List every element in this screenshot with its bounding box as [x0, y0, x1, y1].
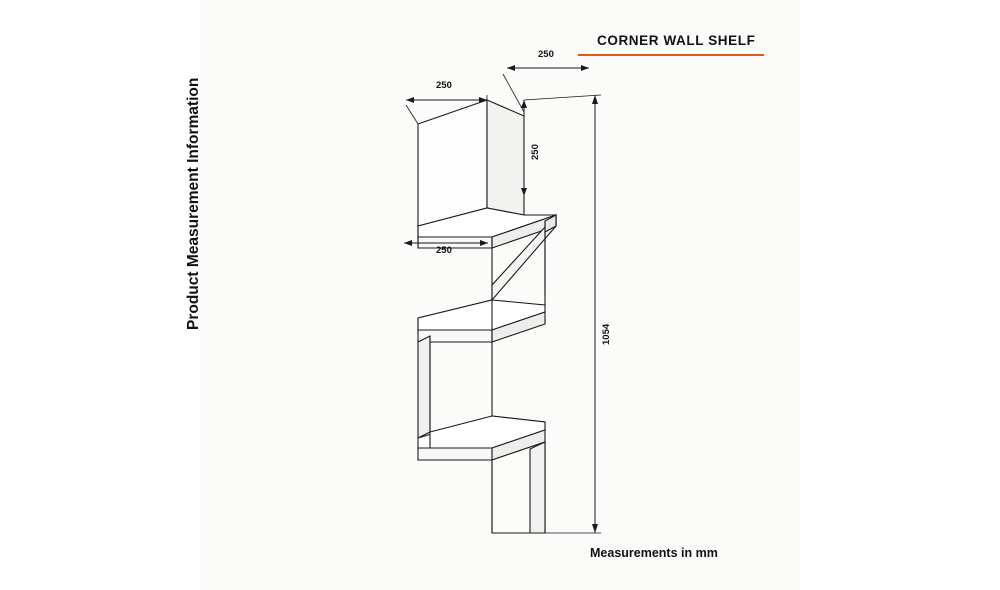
title-underline	[578, 54, 764, 56]
dim-overall-height: 1054	[601, 323, 612, 345]
page-title: CORNER WALL SHELF	[597, 33, 756, 48]
dim-top-right-depth: 250	[538, 49, 554, 60]
side-label: Product Measurement Information	[185, 77, 202, 330]
dim-top-panel-height: 250	[530, 144, 541, 160]
units-note: Measurements in mm	[590, 546, 718, 560]
shelf-illustration	[418, 100, 556, 533]
dim-top-left-width: 250	[436, 80, 452, 91]
dim-shelf-depth: 250	[436, 245, 452, 256]
